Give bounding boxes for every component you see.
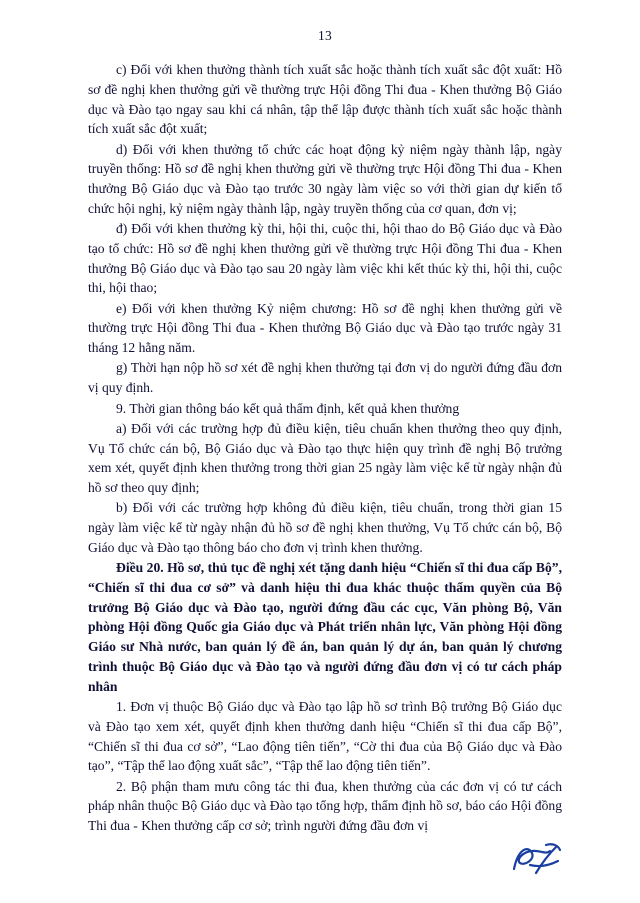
page-number: 13	[318, 28, 332, 43]
paragraph-d: d) Đối với khen thưởng tổ chức các hoạt động kỷ niệm ngày thành lập, ngày truyền thống: Hồ sơ đề nghị khen thưởng gửi về thường trực Hội đồng Thi đua - Khen thưởng Bộ Giáo dục và Đào tạo trước 30 ngày làm việc so với thời gian dự kiến tổ chức hội nghị, kỷ niệm ngày thành lập, ngày truyền thống của cơ quan, đơn vị;	[88, 141, 562, 216]
document-body	[88, 60, 562, 836]
signature-mark	[506, 839, 566, 881]
paragraph-20-1: 1. Đơn vị thuộc Bộ Giáo dục và Đào tạo lập hồ sơ trình Bộ trưởng Bộ Giáo dục và Đào tạo xem xét, quyết định khen thưởng danh hiệu “Chiến sĩ thi đua cấp Bộ”, “Chiến sĩ thi đua cơ sở”, “Lao động tiên tiến”, “Cờ thi đua của Bộ Giáo dục và Đào tạo”, “Tập thể lao động xuất sắc”, “Tập thể lao động tiên tiến”.	[88, 699, 562, 774]
paragraph-item-9: 9. Thời gian thông báo kết quả thẩm định, kết quả khen thưởng	[116, 400, 460, 416]
article-20-heading: Điều 20. Hồ sơ, thủ tục đề nghị xét tặng danh hiệu “Chiến sĩ thi đua cấp Bộ”, “Chiến sĩ thi đua cơ sở” và danh hiệu thi đua khác thuộc thẩm quyền của Bộ trưởng Bộ Giáo dục và Đào tạo, người đứng đầu các cục, Văn phòng Bộ, Văn phòng Hội đồng Quốc gia Giáo dục và Phát triển nhân lực, Văn phòng Hội đồng Giáo sư Nhà nước, ban quản lý đề án, ban quản lý dự án, ban quản lý chương trình thuộc Bộ Giáo dục và Đào tạo và người đứng đầu đơn vị có tư cách pháp nhân	[88, 560, 562, 694]
paragraph-9a: a) Đối với các trường hợp đủ điều kiện, tiêu chuẩn khen thưởng theo quy định, Vụ Tổ chức cán bộ, Bộ Giáo dục và Đào tạo thực hiện quy trình đề nghị Bộ trưởng xem xét, quyết định khen thưởng trong thời gian 25 ngày làm việc kể từ ngày nhận đủ hồ sơ theo quy định;	[88, 420, 562, 496]
paragraph-e: e) Đối với khen thưởng Kỷ niệm chương: Hồ sơ đề nghị khen thưởng gửi về thường trực Hội đồng Thi đua - Khen thưởng Bộ Giáo dục và Đào tạo trước ngày 31 tháng 12 hằng năm.	[88, 300, 562, 356]
paragraph-dd: đ) Đối với khen thưởng kỳ thi, hội thi, cuộc thi, hội thao do Bộ Giáo dục và Đào tạo tổ chức: Hồ sơ đề nghị khen thưởng gửi về thường trực Hội đồng Thi đua - Khen thưởng Bộ Giáo dục và Đào tạo sau 20 ngày làm việc khi kết thúc kỳ thi, hội thi, cuộc thi, hội thao;	[88, 221, 562, 296]
paragraph-g: g) Thời hạn nộp hồ sơ xét đề nghị khen thưởng tại đơn vị do người đứng đầu đơn vị quy định.	[88, 360, 562, 396]
paragraph-c: c) Đối với khen thưởng thành tích xuất sắc hoặc thành tích xuất sắc đột xuất: Hồ sơ đề nghị khen thưởng gửi về thường trực Hội đồng Thi đua - Khen thưởng Bộ Giáo dục và Đào tạo ngay sau khi cá nhân, tập thể lập được thành tích xuất sắc hoặc thành tích xuất sắc đột xuất;	[88, 62, 562, 137]
paragraph-9b: b) Đối với các trường hợp không đủ điều kiện, tiêu chuẩn, trong thời gian 15 ngày làm việc kể từ ngày nhận đủ hồ sơ đề nghị khen thưởng, Vụ Tổ chức cán bộ, Bộ Giáo dục và Đào tạo thông báo cho đơn vị trình khen thưởng.	[88, 500, 562, 555]
paragraph-20-2: 2. Bộ phận tham mưu công tác thi đua, khen thưởng của các đơn vị có tư cách pháp nhân thuộc Bộ Giáo dục và Đào tạo tổng hợp, thẩm định hồ sơ, báo cáo Hội đồng Thi đua - Khen thưởng cấp cơ sở; trình người đứng đầu đơn vị	[88, 778, 562, 834]
